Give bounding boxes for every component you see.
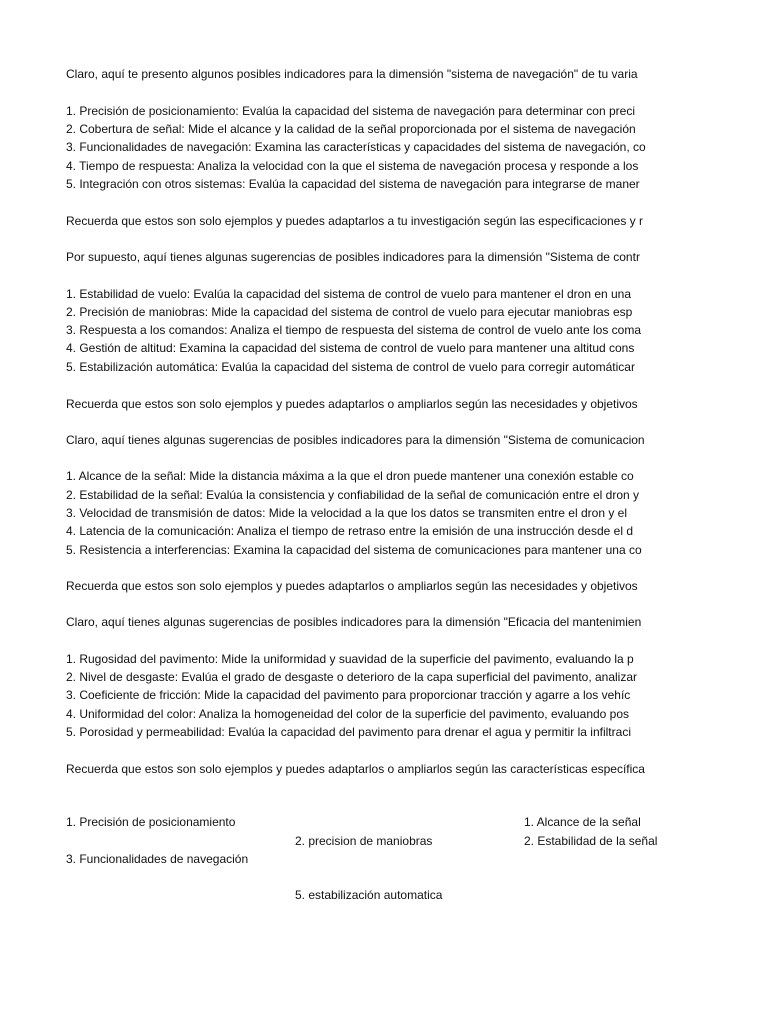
- paragraph-intro-communications: Claro, aquí tienes algunas sugerencias de posibles indicadores para la dimensión "Sistema de comunicacion: [66, 433, 645, 447]
- paragraph-intro-maintenance: Claro, aquí tienes algunas sugerencias de posibles indicadores para la dimensión "Eficacia del mantenimien: [66, 615, 642, 629]
- list-item: 5. Estabilización automática: Evalúa la capacidad del sistema de control de vuelo para corregir automáticar: [66, 360, 635, 374]
- list-item: 1. Estabilidad de vuelo: Evalúa la capacidad del sistema de control de vuelo para mantener el dron en una: [66, 287, 632, 301]
- list-item: 5. Porosidad y permeabilidad: Evalúa la capacidad del pavimento para drenar el agua y permitir la infiltraci: [66, 725, 631, 739]
- cell-b2: 2. precision de maniobras: [295, 834, 433, 848]
- list-item: 1. Alcance de la señal: Mide la distancia máxima a la que el dron puede mantener una conexión estable co: [66, 469, 634, 483]
- paragraph-note: Recuerda que estos son solo ejemplos y puedes adaptarlos o ampliarlos según las necesidades y objetivos: [66, 579, 638, 593]
- list-item: 2. Nivel de desgaste: Evalúa el grado de desgaste o deterioro de la capa superficial del pavimento, analizar: [66, 670, 638, 684]
- list-item: 5. Resistencia a interferencias: Examina la capacidad del sistema de comunicaciones para mantener una co: [66, 543, 642, 557]
- list-item: 3. Velocidad de transmisión de datos: Mide la velocidad a la que los datos se transmiten entre el dron y el: [66, 506, 627, 520]
- list-item: 2. Estabilidad de la señal: Evalúa la consistencia y confiabilidad de la señal de comunicación entre el dron y: [66, 488, 640, 502]
- list-item: 3. Respuesta a los comandos: Analiza el tiempo de respuesta del sistema de control de vuelo ante los coma: [66, 323, 641, 337]
- cell-c1: 1. Alcance de la señal: [524, 815, 641, 829]
- list-item: 2. Precisión de maniobras: Mide la capacidad del sistema de control de vuelo para ejecutar maniobras esp: [66, 305, 633, 319]
- list-item: 2. Cobertura de señal: Mide el alcance y la calidad de la señal proporcionada por el sistema de navegación: [66, 122, 636, 136]
- paragraph-intro-flight-control: Por supuesto, aquí tienes algunas sugerencias de posibles indicadores para la dimensión "Sistema de contr: [66, 250, 640, 264]
- cell-c2: 2. Estabilidad de la señal: [524, 834, 658, 848]
- paragraph-note: Recuerda que estos son solo ejemplos y puedes adaptarlos o ampliarlos según las características específica: [66, 762, 645, 776]
- list-item: 3. Funcionalidades de navegación: Examina las características y capacidades del sistema de navegación, co: [66, 140, 646, 154]
- list-item: 1. Rugosidad del pavimento: Mide la uniformidad y suavidad de la superficie del pavimento, evaluando la p: [66, 652, 634, 666]
- list-item: 5. Integración con otros sistemas: Evalúa la capacidad del sistema de navegación para integrarse de maner: [66, 177, 640, 191]
- paragraph-intro-navigation: Claro, aquí te presento algunos posibles indicadores para la dimensión "sistema de navegación" de tu varia: [66, 67, 638, 81]
- paragraph-note: Recuerda que estos son solo ejemplos y puedes adaptarlos a tu investigación según las especificaciones y r: [66, 214, 644, 228]
- cell-a1: 1. Precisión de posicionamiento: [66, 815, 236, 829]
- list-item: 1. Precisión de posicionamiento: Evalúa la capacidad del sistema de navegación para determinar con preci: [66, 104, 635, 118]
- list-item: 4. Tiempo de respuesta: Analiza la velocidad con la que el sistema de navegación procesa y responde a los: [66, 159, 639, 173]
- list-item: 4. Latencia de la comunicación: Analiza el tiempo de retraso entre la emisión de una instrucción desde el d: [66, 524, 634, 538]
- cell-a3: 3. Funcionalidades de navegación: [66, 852, 249, 866]
- list-item: 4. Uniformidad del color: Analiza la homogeneidad del color de la superficie del pavimento, evaluando pos: [66, 707, 630, 721]
- cell-b5: 5. estabilización automatica: [295, 888, 443, 902]
- list-item: 3. Coeficiente de fricción: Mide la capacidad del pavimento para proporcionar tracción y agarre a los vehíc: [66, 688, 631, 702]
- paragraph-note: Recuerda que estos son solo ejemplos y puedes adaptarlos o ampliarlos según las necesidades y objetivos: [66, 397, 638, 411]
- list-item: 4. Gestión de altitud: Examina la capacidad del sistema de control de vuelo para mantener una altitud cons: [66, 341, 635, 355]
